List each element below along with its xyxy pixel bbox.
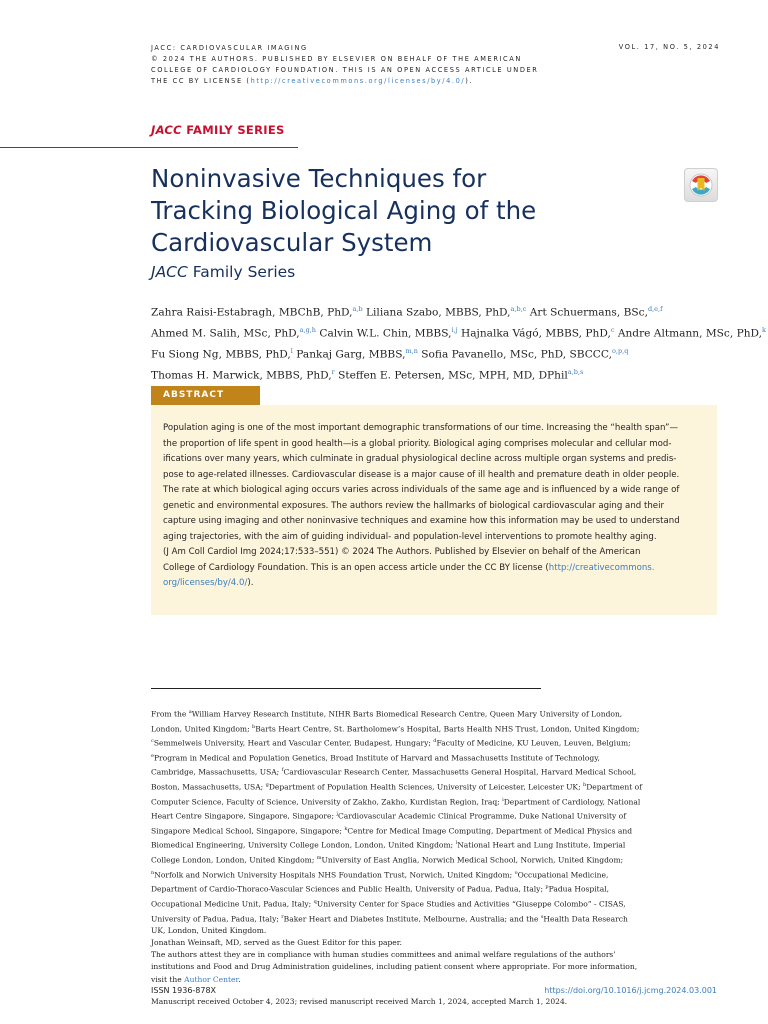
abstract-license-link-cont[interactable]: org/licenses/by/4.0/ (163, 578, 248, 588)
affiliation-marker: n (151, 869, 155, 876)
article-title (151, 163, 651, 259)
author-name: Art Schuermans, BSc, (526, 306, 648, 319)
author-affiliation-marker[interactable]: i,j (451, 326, 458, 335)
abstract-line-text: College of Cardiology Foundation. This is an open access article under the CC BY license ( (163, 562, 549, 573)
affiliation-line (151, 750, 718, 765)
affiliation-line (151, 764, 718, 779)
series-label (151, 123, 285, 137)
affiliation-marker: o (514, 869, 518, 876)
author-name: Fu Siong Ng, MBBS, PhD, (151, 348, 291, 361)
author-name: Ahmed M. Salih, MSc, PhD, (151, 327, 300, 340)
author-name: Hajnalka Vágó, MBBS, PhD, (457, 327, 611, 340)
affiliation-marker: q (313, 898, 317, 905)
license-suffix: ). (465, 77, 474, 85)
compliance-line-2: institutions and Food and Drug Administration guidelines, including patient consent where appropriate. For more information, (151, 962, 638, 972)
affiliation-text: Computer Science, Faculty of Science, University of Zakho, Zakho, Kurdistan Region, Iraq; (151, 797, 503, 807)
author-affiliation-marker[interactable]: a,b,c (510, 305, 527, 313)
title-line-3: Cardiovascular System (151, 228, 433, 257)
affiliation-marker: s (540, 913, 544, 920)
affiliation-marker: e (151, 752, 154, 759)
author-line (151, 301, 726, 322)
affiliation-text: Department of Cardiology, National (503, 797, 641, 807)
affiliation-text: Health Data Research (543, 914, 628, 924)
affiliation-marker: h (583, 782, 587, 789)
affiliation-text: London, United Kingdom; (151, 724, 253, 734)
copyright-line: © 2024 THE AUTHORS. PUBLISHED BY ELSEVIER ON BEHALF OF THE AMERICAN (151, 55, 522, 63)
abstract-text (163, 421, 708, 592)
affiliation-line (151, 925, 718, 937)
affiliation-marker: d (433, 738, 437, 745)
abstract-line: (J Am Coll Cardiol Img 2024;17:533–551) © 2024 The Authors. Published by Elsevier on behalf of the American (163, 547, 641, 557)
affiliation-text: University of East Anglia, Norwich Medical School, Norwich, United Kingdom; (321, 855, 624, 865)
affiliation-text: Centre for Medical Image Computing, Department of Medical Physics and (347, 826, 633, 836)
affiliation-line (151, 896, 718, 911)
affiliation-line (151, 808, 718, 823)
affiliation-marker: r (281, 913, 284, 920)
affiliation-text: Norfolk and Norwich University Hospitals NHS Foundation Trust, Norwich, United Kingdom; (154, 870, 515, 880)
author-name: Sofia Pavanello, MSc, PhD, SBCCC, (417, 348, 613, 361)
affiliation-line (151, 721, 718, 736)
compliance-suffix: . (238, 974, 241, 984)
affiliation-text: Occupational Medicine Unit, Padua, Italy; (151, 899, 314, 909)
title-line-1: Noninvasive Techniques for (151, 164, 487, 193)
author-affiliation-marker[interactable]: a,g,h (299, 326, 316, 335)
affiliation-marker: p (545, 884, 549, 891)
abstract-line: ifications over many years, which culminate in gradual physiological decline across multiple organ systems and predis- (163, 454, 677, 464)
article-subtitle (151, 263, 295, 281)
affiliation-text: Baker Heart and Diabetes Institute, Melbourne, Australia; and the (283, 914, 541, 924)
affiliation-text: Singapore Medical School, Singapore, Singapore; (151, 826, 345, 836)
license-line (151, 76, 538, 87)
abstract-line: The rate at which biological aging occurs varies across individuals of the same age and is influenced by a wide range of (163, 485, 680, 495)
affiliation-text: Cambridge, Massachusetts, USA; (151, 767, 282, 777)
series-jacc: JACC (151, 123, 182, 137)
affiliation-text: Boston, Massachusetts, USA; (151, 782, 266, 792)
author-name: Pankaj Garg, MBBS, (292, 348, 406, 361)
affiliation-marker: g (265, 782, 269, 789)
series-text: FAMILY SERIES (186, 123, 285, 137)
affiliation-text: Padua Hospital, (548, 884, 610, 894)
abstract-line: aging trajectories, with the aim of guiding individual- and population-level interventions to promote healthy aging. (163, 531, 657, 542)
affiliation-marker: a (188, 709, 192, 715)
affiliation-line (151, 823, 718, 838)
affiliation-line (151, 794, 718, 809)
abstract-license-link[interactable]: http://creativecommons. (548, 562, 655, 573)
masthead (151, 43, 538, 87)
affiliation-line (151, 837, 718, 852)
abstract-line: capture using imaging and other noninvasive techniques and examine how this information may be used to understand (163, 516, 680, 526)
abstract-heading: ABSTRACT (151, 386, 260, 405)
series-rule (0, 147, 298, 148)
abstract-line (163, 561, 708, 577)
affiliation-marker: k (344, 825, 348, 832)
volume-info: VOL. 17, NO. 5, 2024 (618, 43, 720, 51)
affiliation-text: Department of (586, 782, 642, 792)
affiliation-text: Department of Cardio-Thoraco-Vascular Sciences and Public Health, University of Padua, Padua, Italy; (151, 884, 546, 894)
author-center-link[interactable]: Author Center (184, 974, 239, 984)
affiliation-line (151, 779, 718, 794)
author-affiliation-marker[interactable]: d,e,f (647, 305, 663, 313)
author-name: Andre Altmann, MSc, PhD, (614, 327, 763, 340)
affiliation-text: Program in Medical and Population Genetics, Broad Institute of Harvard and Massachusetts Institute of Technology, (153, 753, 600, 763)
affiliation-text: University Center for Space Studies and Activities “Giuseppe Colombo” - CISAS, (316, 899, 626, 909)
affiliation-marker: j (336, 811, 338, 818)
abstract-link-suffix: ). (247, 578, 254, 588)
affiliation-text: Faculty of Medicine, KU Leuven, Leuven, Belgium; (436, 738, 631, 748)
affiliation-text: National Heart and Lung Institute, Imperial (457, 841, 626, 850)
affiliation-text: UK, London, United Kingdom. (151, 926, 267, 936)
crossmark-graphic (685, 169, 717, 201)
journal-name: JACC: CARDIOVASCULAR IMAGING (151, 44, 308, 52)
title-line-2: Tracking Biological Aging of the (151, 196, 537, 225)
author-affiliation-marker[interactable]: r (331, 368, 335, 377)
affiliation-marker: l (455, 840, 458, 847)
author-line (151, 343, 726, 364)
author-affiliation-marker[interactable]: c (610, 326, 615, 335)
abstract-line (163, 576, 708, 592)
author-list (151, 301, 766, 385)
footnotes (151, 706, 718, 1008)
author-affiliation-marker[interactable]: a,b (352, 305, 363, 313)
compliance-prefix: visit the (151, 974, 185, 984)
compliance-line-1: The authors attest they are in compliance with human studies committees and animal welfare regulations of the authors’ (151, 950, 616, 960)
affiliation-line (151, 911, 718, 926)
author-affiliation-marker[interactable]: l (290, 347, 293, 356)
author-affiliation-marker[interactable]: m,n (405, 347, 418, 356)
affiliation-marker: c (151, 738, 154, 745)
affiliation-text: University of Padua, Padua, Italy; (151, 914, 282, 924)
copyright-line-2: COLLEGE OF CARDIOLOGY FOUNDATION. THIS IS AN OPEN ACCESS ARTICLE UNDER (151, 66, 539, 74)
author-name: Calvin W.L. Chin, MBBS, (316, 327, 452, 340)
affiliation-text: Department of Population Health Sciences, University of Leicester, Leicester UK; (268, 782, 584, 792)
abstract-line: the proportion of life spent in good health—is a global priority. Biological aging comprises molecular and cellular mod- (163, 438, 672, 449)
affiliation-text: William Harvey Research Institute, NIHR Barts Biomedical Research Centre, Queen Mary University of London, (191, 709, 623, 719)
author-affiliation-marker[interactable]: o,p,q (612, 347, 629, 356)
affiliation-text: Biomedical Engineering, University College London, London, United Kingdom; (151, 841, 456, 850)
author-name: Zahra Raisi-Estabragh, MBChB, PhD, (151, 306, 353, 319)
issn: ISSN 1936-878X (151, 986, 217, 995)
license-link[interactable]: http://creativecommons.org/licenses/by/4.0/ (250, 77, 466, 85)
affiliation-marker: i (502, 796, 504, 803)
affiliation-text: Heart Centre Singapore, Singapore, Singapore; (151, 811, 337, 821)
affiliation-line (151, 867, 718, 882)
author-name: Liliana Szabo, MBBS, PhD, (362, 306, 511, 319)
author-name: Steffen E. Petersen, MSc, MPH, MD, DPhil (334, 369, 568, 382)
abstract-line: Population aging is one of the most important demographic transformations of our time. Increasing the “health span”— (163, 423, 679, 433)
affiliation-line (151, 735, 718, 750)
affiliation-text: College London, London, United Kingdom; (151, 855, 317, 865)
affiliation-line (151, 852, 718, 867)
affiliation-line (151, 881, 718, 896)
author-line (151, 364, 726, 385)
affiliation-marker: m (316, 855, 322, 862)
affiliation-text: Cardiovascular Research Center, Massachusetts General Hospital, Harvard Medical School, (283, 767, 637, 777)
guest-editor-note: Jonathan Weinsaft, MD, served as the Guest Editor for this paper. (151, 938, 402, 948)
abstract-line: genetic and environmental exposures. The authors review the hallmarks of biological cardiovascular aging and their (163, 500, 664, 511)
license-prefix: THE CC BY LICENSE ( (151, 77, 251, 85)
abstract-line: pose to age-related illnesses. Cardiovascular disease is a major cause of ill health and premature death in older people. (163, 469, 680, 480)
author-name: Thomas H. Marwick, MBBS, PhD, (151, 369, 332, 382)
compliance-line-3 (151, 974, 718, 986)
crossmark-badge-icon[interactable] (684, 168, 718, 202)
affiliations (151, 706, 718, 937)
subtitle-jacc: JACC (151, 263, 188, 281)
affiliation-text: Occupational Medicine, (517, 870, 609, 880)
subtitle-text: Family Series (192, 263, 296, 281)
author-line (151, 322, 766, 343)
affiliation-text: Semmelweis University, Heart and Vascular Center, Budapest, Hungary; (153, 738, 434, 748)
affiliation-text: Cardiovascular Academic Clinical Programme, Duke National University of (337, 811, 627, 821)
affiliation-line (151, 706, 718, 721)
affiliation-text: Barts Heart Centre, St. Bartholomew’s Hospital, Barts Health NHS Trust, London, United Kingdom; (255, 724, 640, 734)
affiliation-marker: b (252, 723, 256, 730)
affiliation-text: From the (151, 709, 189, 719)
footnote-rule (151, 688, 541, 689)
author-affiliation-marker[interactable]: a,b,s (567, 368, 584, 377)
doi-link[interactable]: https://doi.org/10.1016/j.jcmg.2024.03.001 (544, 986, 717, 995)
affiliation-marker: f (281, 767, 284, 774)
author-affiliation-marker[interactable]: k (762, 326, 766, 335)
manuscript-dates: Manuscript received October 4, 2023; revised manuscript received March 1, 2024, accepted March 1, 2024. (151, 996, 568, 1006)
